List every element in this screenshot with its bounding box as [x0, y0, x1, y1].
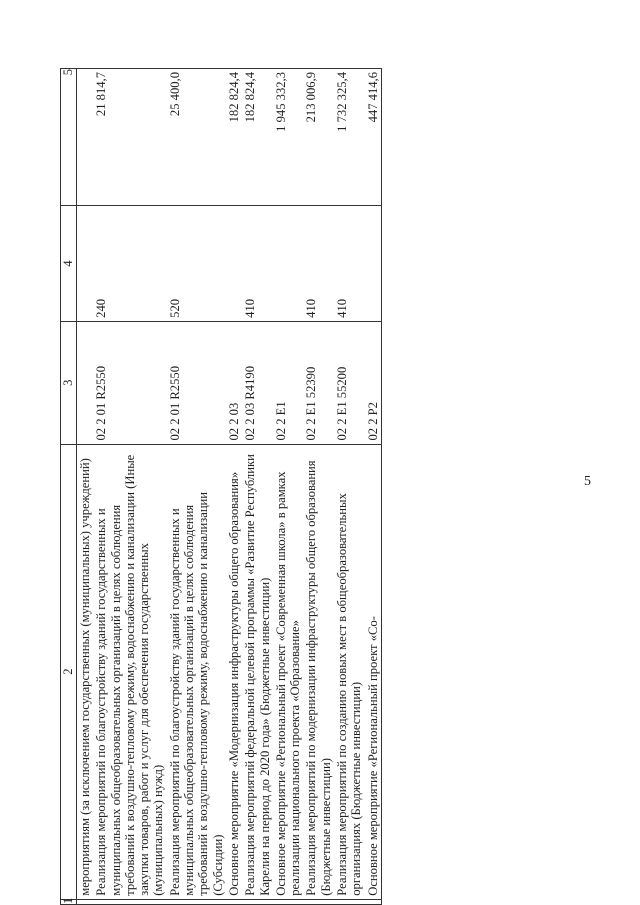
row-code: 02 2 01 R2550 — [93, 321, 166, 444]
row-amount: 1 945 332,3 — [273, 69, 304, 206]
page-number: 5 — [584, 474, 591, 489]
row-code: 02 2 03 R4190 — [242, 321, 273, 444]
table-row — [93, 69, 166, 905]
row-name: Реализация мероприятий по созданию новых мест в общеобразовательных организациях (Бюджетные инвестиции) — [334, 444, 365, 899]
row-amount: 182 824,4 — [226, 69, 242, 206]
col-header-2: 2 — [61, 444, 77, 899]
row-name: Основное мероприятие «Региональный проект «Со- — [365, 444, 382, 899]
col-header-1: 1 — [61, 897, 76, 904]
table-row — [303, 69, 334, 905]
row-name: Реализация мероприятий федеральной целевой программы «Развитие Республики Карелия на период до 2020 года» (Бюджетные инвестиции) — [242, 444, 273, 899]
row-amount: 447 414,6 — [365, 69, 382, 206]
row-amount: 21 814,7 — [93, 69, 166, 206]
row-type: 410 — [303, 206, 334, 321]
row-code: 02 2 E1 — [273, 321, 304, 444]
row-type — [365, 206, 382, 321]
row-name: Реализация мероприятий по благоустройству зданий государственных и муниципальных общеобразовательных организаций в целях соблюдения требований к воздушно-тепловому режиму, водоснабжению и канализации (Иные закупки товаров, работ и услуг для обеспечения государственных (муниципальных) нужд) — [93, 444, 166, 899]
table-row — [273, 69, 304, 905]
row-type: 240 — [93, 206, 166, 321]
row-name: Реализация мероприятий по благоустройству зданий государственных и муниципальных общеобразовательных организаций в целях соблюдения требований к воздушно-тепловому режиму, водоснабжению и канализации (Субсидии) — [167, 444, 226, 899]
row-type: 410 — [334, 206, 365, 321]
table-row — [334, 69, 365, 905]
row-name: Основное мероприятие «Модернизация инфраструктуры общего образования» — [226, 444, 242, 899]
header-row — [61, 69, 77, 905]
row-name: мероприятиям (за исключением государственных (муниципальных) учреждений) — [77, 444, 94, 899]
row-type: 520 — [167, 206, 226, 321]
row-amount — [77, 69, 94, 206]
row-amount: 1 732 325,4 — [334, 69, 365, 206]
row-amount: 182 824,4 — [242, 69, 273, 206]
row-type — [226, 206, 242, 321]
table-row — [167, 69, 226, 905]
row-name: Реализация мероприятий по модернизации инфраструктуры общего образования (Бюджетные инвестиции) — [303, 444, 334, 899]
col-header-5: 5 — [61, 69, 77, 206]
row-type — [77, 206, 94, 321]
row-code: 02 2 01 R2550 — [167, 321, 226, 444]
row-code: 02 2 03 — [226, 321, 242, 444]
row-amount: 213 006,9 — [303, 69, 334, 206]
row-amount: 25 400,0 — [167, 69, 226, 206]
col-header-3: 3 — [61, 321, 77, 444]
table-row — [365, 69, 382, 905]
row-code: 02 2 E1 52390 — [303, 321, 334, 444]
table-row — [226, 69, 242, 905]
table-row — [242, 69, 273, 905]
row-code: 02 2 E1 55200 — [334, 321, 365, 444]
row-type: 410 — [242, 206, 273, 321]
row-code — [77, 321, 94, 444]
row-type — [273, 206, 304, 321]
row-code: 02 2 P2 — [365, 321, 382, 444]
row-name: Основное мероприятие «Региональный проект «Современная школа» в рамках реализации национального проекта «Образование» — [273, 444, 304, 899]
col-header-4: 4 — [61, 206, 77, 321]
table-row — [77, 69, 94, 905]
budget-table — [60, 68, 382, 905]
rotated-budget-table-container — [60, 68, 574, 905]
